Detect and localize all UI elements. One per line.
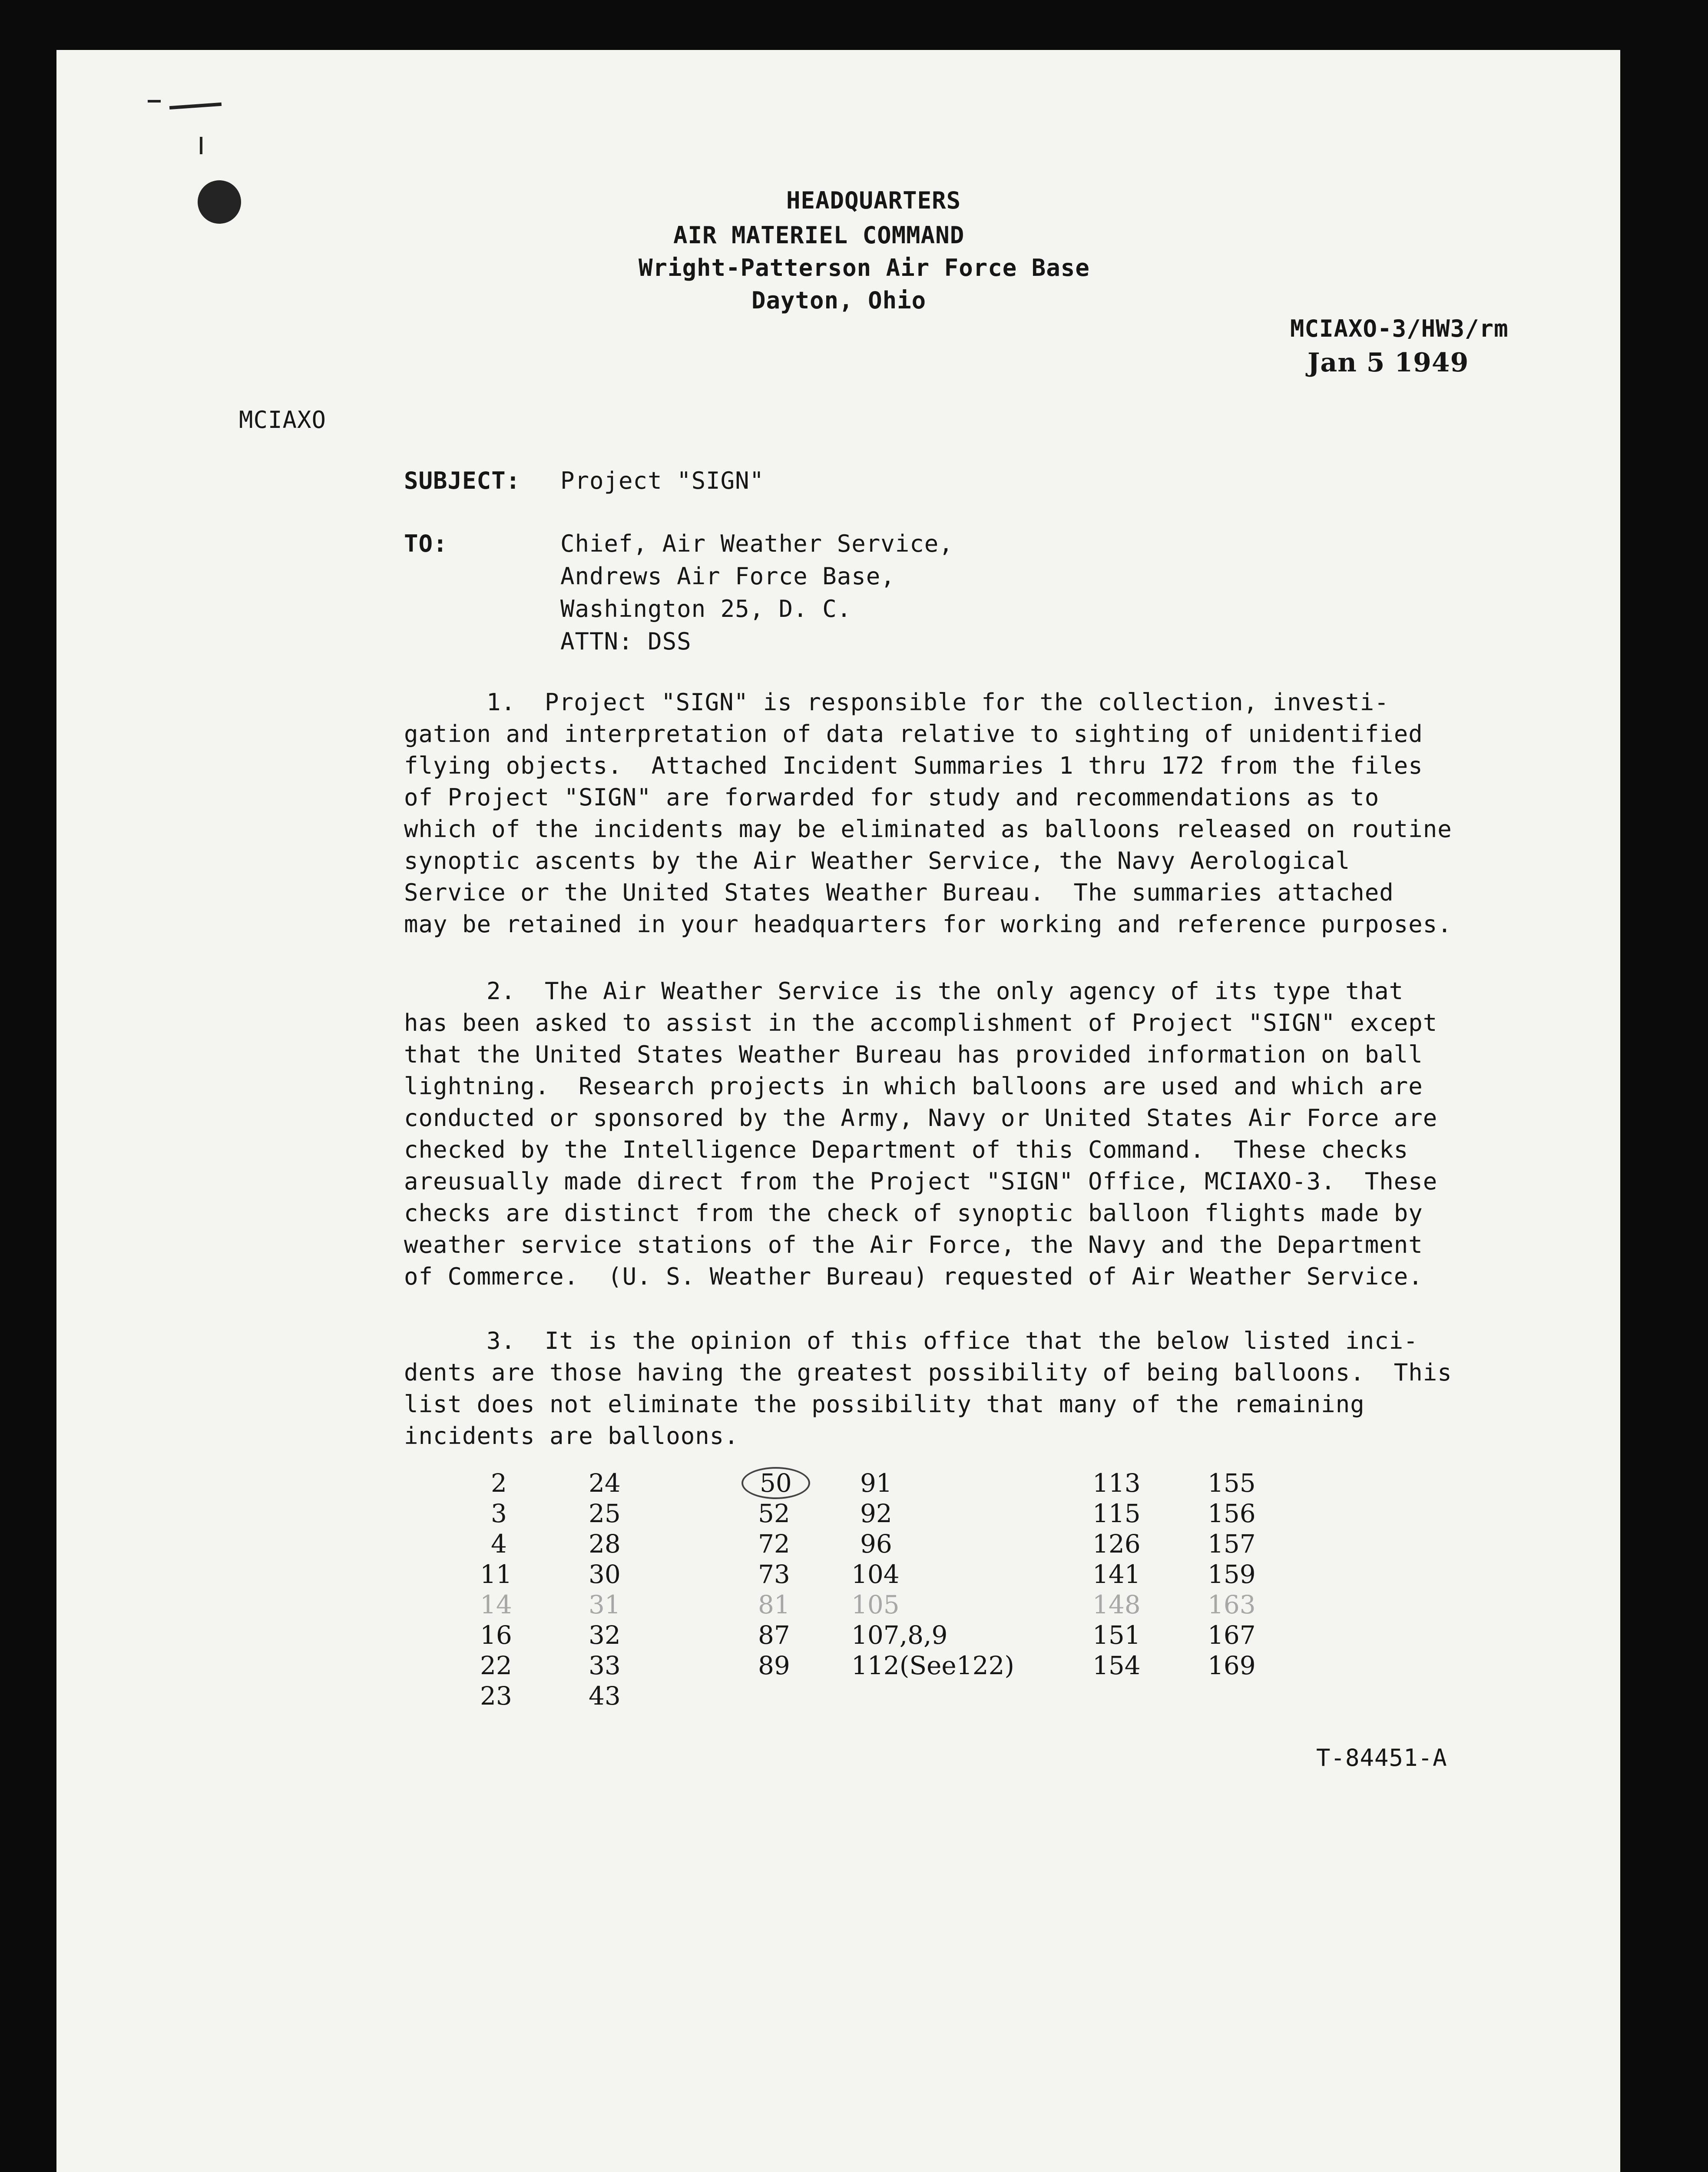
incident-number: 159 bbox=[1208, 1559, 1256, 1589]
incident-number: 14 bbox=[480, 1590, 512, 1619]
paragraph-1-line: gation and interpretation of data relative to sighting of unidentified bbox=[404, 720, 1423, 748]
incident-number-circled: 50 bbox=[741, 1467, 810, 1499]
incident-number: 163 bbox=[1208, 1590, 1256, 1619]
incident-number: 156 bbox=[1208, 1499, 1256, 1528]
incident-number: 89 bbox=[758, 1651, 790, 1680]
incident-number: 92 bbox=[860, 1499, 892, 1528]
paper-sheet bbox=[56, 50, 1620, 2172]
paragraph-3-line: dents are those having the greatest possibility of being balloons. This bbox=[404, 1359, 1452, 1386]
incident-number: 23 bbox=[480, 1681, 512, 1711]
incident-number: 3 bbox=[491, 1499, 507, 1528]
paragraph-1-line: synoptic ascents by the Air Weather Service, the Navy Aerological bbox=[404, 847, 1351, 874]
paragraph-2-line: areusually made direct from the Project "SIGN" Office, MCIAXO-3. These bbox=[404, 1168, 1438, 1195]
paragraph-2-line: has been asked to assist in the accomplishment of Project "SIGN" except bbox=[404, 1009, 1438, 1036]
file-reference: MCIAXO-3/HW3/rm bbox=[1290, 315, 1509, 342]
paragraph-2-line: lightning. Research projects in which balloons are used and which are bbox=[404, 1073, 1423, 1100]
punch-hole-icon bbox=[198, 180, 241, 224]
incident-number: 154 bbox=[1092, 1651, 1141, 1680]
incident-number: 43 bbox=[589, 1681, 621, 1711]
incident-number: 24 bbox=[589, 1468, 621, 1498]
header-line-1: HEADQUARTERS bbox=[786, 187, 961, 214]
incident-number: 167 bbox=[1208, 1620, 1256, 1650]
incident-number: 91 bbox=[860, 1468, 892, 1498]
header-line-4: Dayton, Ohio bbox=[751, 287, 927, 314]
addressee-line: Chief, Air Weather Service, bbox=[560, 530, 953, 557]
incident-number: 81 bbox=[758, 1590, 790, 1619]
incident-number: 11 bbox=[480, 1559, 512, 1589]
paragraph-3-line: 3. It is the opinion of this office that the below listed inci- bbox=[487, 1327, 1418, 1354]
incident-number: 2 bbox=[491, 1468, 507, 1498]
incident-number: 141 bbox=[1092, 1559, 1141, 1589]
incident-number: 107,8,9 bbox=[851, 1620, 948, 1650]
scratch-mark bbox=[200, 137, 202, 154]
paragraph-1-line: may be retained in your headquarters for working and reference purposes. bbox=[404, 911, 1452, 938]
incident-number: 148 bbox=[1092, 1590, 1141, 1619]
paragraph-1-line: 1. Project "SIGN" is responsible for the collection, investi- bbox=[487, 689, 1389, 716]
paragraph-3-line: list does not eliminate the possibility that many of the remaining bbox=[404, 1391, 1365, 1418]
scratch-mark bbox=[148, 100, 161, 103]
addressee-line: Andrews Air Force Base, bbox=[560, 563, 895, 590]
incident-number: 33 bbox=[589, 1651, 621, 1680]
incident-number: 115 bbox=[1092, 1499, 1141, 1528]
incident-number: 126 bbox=[1092, 1529, 1141, 1559]
header-line-2: AIR MATERIEL COMMAND bbox=[673, 222, 965, 249]
header-line-3: Wright-Patterson Air Force Base bbox=[639, 254, 1090, 281]
incident-number: 169 bbox=[1208, 1651, 1256, 1680]
paragraph-1-line: flying objects. Attached Incident Summaries 1 thru 172 from the files bbox=[404, 752, 1423, 779]
incident-number: 155 bbox=[1208, 1468, 1256, 1498]
incident-number: 87 bbox=[758, 1620, 790, 1650]
paragraph-1-line: of Project "SIGN" are forwarded for study and recommendations as to bbox=[404, 784, 1380, 811]
paragraph-2-line: weather service stations of the Air Force, the Navy and the Department bbox=[404, 1231, 1423, 1258]
paragraph-2-line: checks are distinct from the check of synoptic balloon flights made by bbox=[404, 1199, 1423, 1227]
subject-value: Project "SIGN" bbox=[560, 467, 765, 494]
incident-number: 72 bbox=[758, 1529, 790, 1559]
paragraph-2-line: conducted or sponsored by the Army, Navy or United States Air Force are bbox=[404, 1104, 1438, 1132]
footer-code: T-84451-A bbox=[1316, 1744, 1447, 1771]
incident-number: 104 bbox=[851, 1559, 900, 1589]
incident-number: 52 bbox=[758, 1499, 790, 1528]
incident-number: 112(See122) bbox=[851, 1651, 1015, 1680]
subject-label: SUBJECT: bbox=[404, 467, 521, 494]
incident-number: 16 bbox=[480, 1620, 512, 1650]
incident-number: 113 bbox=[1092, 1468, 1141, 1498]
incident-number: 30 bbox=[589, 1559, 621, 1589]
incident-number: 105 bbox=[851, 1590, 900, 1619]
paragraph-2-line: of Commerce. (U. S. Weather Bureau) requested of Air Weather Service. bbox=[404, 1263, 1423, 1290]
incident-number: 25 bbox=[589, 1499, 621, 1528]
incident-number: 4 bbox=[491, 1529, 507, 1559]
addressee-line: Washington 25, D. C. bbox=[560, 595, 852, 622]
office-symbol: MCIAXO bbox=[239, 406, 327, 434]
incident-number: 73 bbox=[758, 1559, 790, 1589]
document-date: Jan 5 1949 bbox=[1307, 348, 1469, 378]
paragraph-2-line: checked by the Intelligence Department of this Command. These checks bbox=[404, 1136, 1409, 1163]
paragraph-2-line: 2. The Air Weather Service is the only agency of its type that bbox=[487, 977, 1404, 1005]
incident-number: 28 bbox=[589, 1529, 621, 1559]
incident-number: 151 bbox=[1092, 1620, 1141, 1650]
to-label: TO: bbox=[404, 530, 448, 557]
incident-number: 32 bbox=[589, 1620, 621, 1650]
incident-number: 31 bbox=[589, 1590, 621, 1619]
addressee-line: ATTN: DSS bbox=[560, 628, 692, 655]
incident-number: 22 bbox=[480, 1651, 512, 1680]
incident-number: 96 bbox=[860, 1529, 892, 1559]
paragraph-1-line: Service or the United States Weather Bureau. The summaries attached bbox=[404, 879, 1394, 906]
scratch-mark bbox=[169, 103, 222, 109]
paragraph-2-line: that the United States Weather Bureau has provided information on ball bbox=[404, 1041, 1423, 1068]
incident-number: 157 bbox=[1208, 1529, 1256, 1559]
paragraph-1-line: which of the incidents may be eliminated as balloons released on routine bbox=[404, 815, 1452, 843]
paragraph-3-line: incidents are balloons. bbox=[404, 1422, 739, 1450]
